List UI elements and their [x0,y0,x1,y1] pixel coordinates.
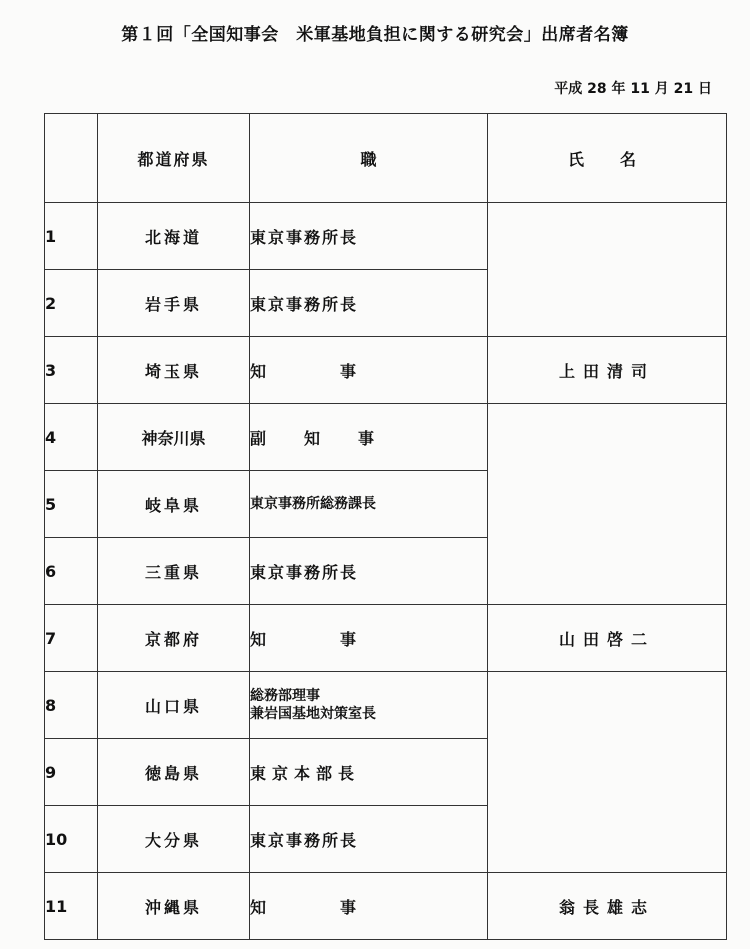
position-cell: 東京事務所長 [250,806,488,873]
prefecture-cell: 埼玉県 [98,337,250,404]
prefecture-cell: 岩手県 [98,270,250,337]
header-position: 職 [250,114,488,203]
table-row [45,605,727,672]
attendee-table [44,113,727,940]
header-no [45,114,98,203]
table-row [45,404,727,471]
table-row [45,203,727,270]
position-cell: 知 事 [250,605,488,672]
name-cell: 山田啓二 [488,605,727,672]
row-number: 6 [45,538,98,605]
position-cell: 知 事 [250,873,488,940]
row-number: 5 [45,471,98,538]
prefecture-cell: 三重県 [98,538,250,605]
position-cell: 東京事務所総務課長 [250,471,488,538]
name-cell [488,203,727,337]
table-row [45,337,727,404]
header-prefecture: 都道府県 [98,114,250,203]
row-number: 4 [45,404,98,471]
position-cell: 総務部理事 兼岩国基地対策室長 [250,672,488,739]
row-number: 3 [45,337,98,404]
row-number: 2 [45,270,98,337]
position-cell: 副 知 事 [250,404,488,471]
document-date: 平成 28 年 11 月 21 日 [554,81,712,97]
row-number: 11 [45,873,98,940]
position-cell: 知 事 [250,337,488,404]
prefecture-cell: 徳島県 [98,739,250,806]
prefecture-cell: 神奈川県 [98,404,250,471]
prefecture-cell: 北海道 [98,203,250,270]
prefecture-cell: 沖縄県 [98,873,250,940]
row-number: 9 [45,739,98,806]
name-cell [488,672,727,873]
table-row [45,873,727,940]
row-number: 1 [45,203,98,270]
name-cell: 翁長雄志 [488,873,727,940]
prefecture-cell: 山口県 [98,672,250,739]
row-number: 8 [45,672,98,739]
prefecture-cell: 大分県 [98,806,250,873]
prefecture-cell: 京都府 [98,605,250,672]
header-name: 氏 名 [488,114,727,203]
position-cell: 東京事務所長 [250,203,488,270]
position-cell: 東京事務所長 [250,538,488,605]
document-title: 第１回「全国知事会 米軍基地負担に関する研究会」出席者名簿 [121,25,629,45]
row-number: 10 [45,806,98,873]
prefecture-cell: 岐阜県 [98,471,250,538]
row-number: 7 [45,605,98,672]
position-cell: 東京事務所長 [250,270,488,337]
name-cell: 上田清司 [488,337,727,404]
name-cell [488,404,727,605]
table-row [45,672,727,739]
position-cell: 東京本部長 [250,739,488,806]
table-header-row [45,114,727,203]
